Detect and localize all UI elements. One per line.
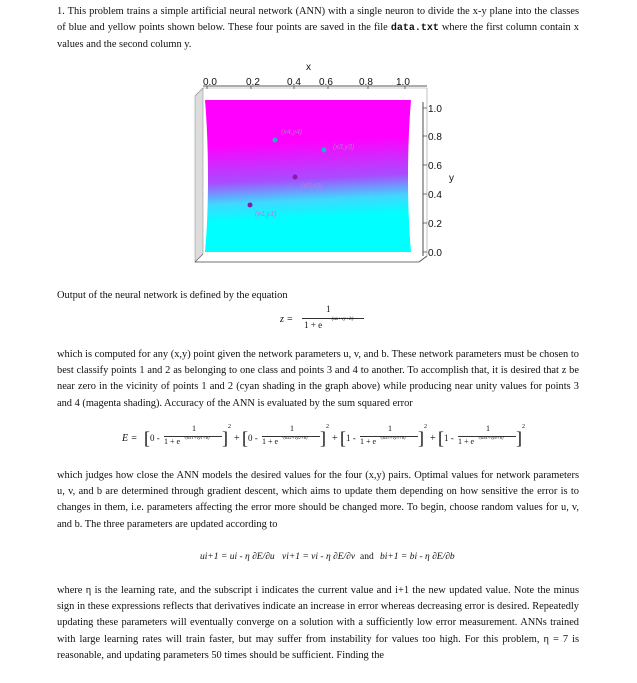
update-u: ui+1 = ui - η ∂E/∂u	[200, 552, 275, 562]
update-v: vi+1 = vi - η ∂E/∂v	[282, 552, 356, 562]
y-ticks	[423, 104, 442, 259]
term-prefix: 1 -	[444, 433, 454, 443]
term-denominator: 1 + e	[360, 437, 377, 446]
x-tick: 0.0	[203, 77, 217, 88]
term-power: 2	[424, 424, 427, 430]
update-b: bi+1 = bi - η ∂E/∂b	[380, 552, 455, 562]
y-axis-label: y	[449, 173, 454, 184]
x-tick: 0.4	[287, 77, 301, 88]
term-denominator: 1 + e	[164, 437, 181, 446]
gradient-descent-text: which judges how close the ANN models the desired values for the four (x,y) pairs. Optimal values for network parameters u, v, and b are determined through gradient descent, which aims to update them depending on how sensitive the error is to changes in them, i.e. parameters affecting the error more should be changed more. To begin, choose random values for u, v, and b. The three parameters are updated according to	[57, 470, 579, 530]
eq1-denominator: 1 + e	[304, 320, 323, 330]
term-denominator: 1 + e	[458, 437, 475, 446]
point-label-4: (x4,y4)	[281, 129, 303, 136]
x-tick: 0.2	[246, 77, 260, 88]
term-denominator: 1 + e	[262, 437, 279, 446]
equation-error: E = [ 0 - 1 1 + e -(ux1+vy1+b) ] 2 + [ 0 - 1 1 + e -(ux2+vy2+b) ] 2 + [ 1 - 1 1 + e -(ux3+vy3+b) ] 2 + [ 1 - 1 1 + e -(ux4+vy4+b) ] 2	[122, 424, 542, 454]
parameters-text: which is computed for any (x,y) point given the network parameters u, v, and b. These network parameters must be chosen to best classify points 1 and 2 as belonging to one class and points 3 and 4 to another. To accomplish that, it is desired that z be near zero in the vicinity of points 1 and 2 (cyan shading in the graph above) while producing near unity values for points 3 and 4 (magenta shading). Accuracy of the ANN is evaluated by the sum squared error	[57, 349, 579, 409]
equation-updates	[200, 548, 460, 570]
term-exponent: -(ux1+vy1+b)	[184, 435, 210, 440]
point-label-2: (x2,y2)	[301, 183, 323, 190]
term-numerator: 1	[486, 424, 490, 433]
eq1-numerator: 1	[326, 304, 331, 314]
error-term-4: [ 1 - 1 1 + e -(ux4+vy4+b) ] 2	[438, 424, 525, 448]
output-surface	[205, 100, 411, 252]
y-tick: 0.8	[428, 132, 442, 143]
term-numerator: 1	[388, 424, 392, 433]
y-tick: 0.4	[428, 190, 442, 201]
term-prefix: 1 -	[346, 433, 356, 443]
y-tick: 0.6	[428, 161, 442, 172]
term-power: 2	[522, 424, 525, 430]
point-label-1: (x1,y1)	[255, 211, 277, 218]
y-tick: 0.0	[428, 248, 442, 259]
intro-text-a: 1. This problem trains a simple artificial neural network (ANN) with a single neuron to divide the x-y plane into the classes of blue and yellow points shown below. These four points are saved in the file	[57, 6, 579, 34]
error-term-3: [ 1 - 1 1 + e -(ux3+vy3+b) ] 2	[340, 424, 427, 448]
update-and: and	[360, 552, 374, 562]
point-1	[248, 203, 253, 208]
intro-text-b: where the first column contain x values and the second column y.	[57, 22, 579, 51]
eq1-exponent: -(ux+vy+b)	[330, 317, 354, 322]
point-3	[322, 148, 327, 153]
x-tick: 0.8	[359, 77, 373, 88]
eq2-lhs: E =	[122, 433, 138, 444]
point-label-3: (x3,y3)	[333, 144, 355, 151]
term-exponent: -(ux3+vy3+b)	[380, 435, 406, 440]
point-4	[273, 138, 278, 143]
error-term-2: [ 0 - 1 1 + e -(ux2+vy2+b) ] 2	[242, 424, 329, 448]
data-filename: data.txt	[390, 23, 439, 35]
eq1-lhs: z =	[280, 314, 294, 325]
term-exponent: -(ux2+vy2+b)	[282, 435, 308, 440]
term-exponent: -(ux4+vy4+b)	[478, 435, 504, 440]
learning-rate-text: where η is the learning rate, and the subscript i indicates the current value and i+1 the new updated value. Note the minus sign in these expressions reflects that derivatives indicate an increase in error whereas decreasing error is desired. Repeatedly updating these parameters will eventually converge on a solution with a sufficiently low error measurement. ANNs trained with large learning rates will train faster, but may suffer from instability for values too high. For this problem, η = 7 is reasonable, and updating parameters 50 times should be sufficient. Finding the	[57, 585, 579, 661]
error-term-1: [ 0 - 1 1 + e -(ux1+vy1+b) ] 2	[144, 424, 231, 448]
x-tick: 0.6	[319, 77, 333, 88]
point-2	[293, 175, 298, 180]
x-axis-label: x	[306, 62, 311, 73]
y-tick: 0.2	[428, 219, 442, 230]
term-prefix: 0 -	[150, 433, 160, 443]
term-power: 2	[326, 424, 329, 430]
term-power: 2	[228, 424, 231, 430]
term-prefix: 0 -	[248, 433, 258, 443]
problem-intro	[57, 4, 579, 54]
x-ticks	[203, 77, 410, 89]
x-tick: 1.0	[396, 77, 410, 88]
term-numerator: 1	[192, 424, 196, 433]
classification-plot	[183, 58, 463, 274]
equation-output	[280, 306, 380, 332]
y-tick: 1.0	[428, 104, 442, 115]
term-numerator: 1	[290, 424, 294, 433]
output-definition-text: Output of the neural network is defined by the equation	[57, 290, 288, 301]
